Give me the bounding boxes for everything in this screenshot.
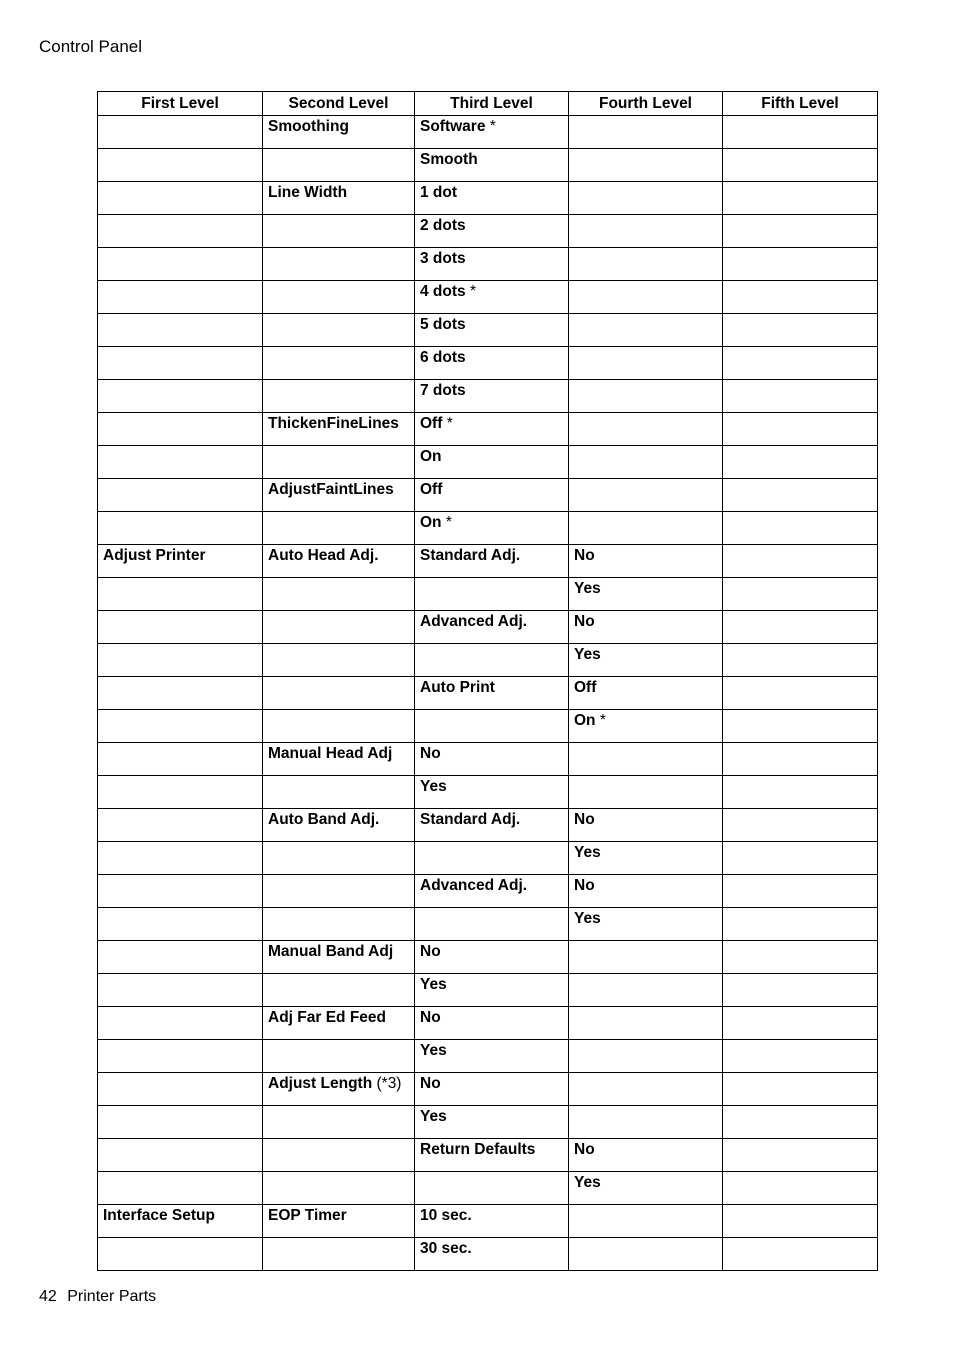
cell-note: *: [442, 415, 453, 432]
first-level-cell: [98, 908, 263, 941]
first-level-cell: [98, 281, 263, 314]
third-level-cell: [415, 842, 569, 875]
second-level-cell: [263, 743, 415, 776]
table-row: [98, 149, 878, 182]
second-level-cell: [263, 1106, 415, 1139]
cell-text: 5 dots: [420, 316, 466, 333]
fifth-level-cell: [723, 1172, 878, 1205]
second-level-cell: [263, 974, 415, 1007]
cell-text: On: [420, 514, 442, 531]
fourth-level-cell: [569, 809, 723, 842]
cell-text: Manual Head Adj: [268, 745, 393, 762]
cell-text: Smooth: [420, 151, 478, 168]
fourth-level-cell: [569, 1040, 723, 1073]
first-level-cell: [98, 446, 263, 479]
third-level-cell: [415, 347, 569, 380]
first-level-cell: [98, 380, 263, 413]
table-row: [98, 248, 878, 281]
first-level-cell: [98, 512, 263, 545]
fifth-level-cell: [723, 248, 878, 281]
cell-text: Yes: [420, 1042, 447, 1059]
cell-text: Auto Print: [420, 679, 495, 696]
fourth-level-cell: [569, 1106, 723, 1139]
second-level-cell: [263, 380, 415, 413]
cell-text: Yes: [420, 778, 447, 795]
third-level-cell: [415, 1205, 569, 1238]
fifth-level-cell: [723, 875, 878, 908]
fourth-level-cell: [569, 842, 723, 875]
fourth-level-cell: [569, 347, 723, 380]
page-footer: [39, 1287, 156, 1307]
table-row: [98, 842, 878, 875]
third-level-cell: [415, 941, 569, 974]
table-row: [98, 446, 878, 479]
cell-note: *: [441, 514, 452, 531]
third-level-cell: [415, 248, 569, 281]
first-level-cell: [98, 215, 263, 248]
fifth-level-cell: [723, 380, 878, 413]
cell-text: No: [574, 1141, 595, 1158]
table-row: [98, 677, 878, 710]
second-level-cell: [263, 908, 415, 941]
second-level-cell: [263, 1040, 415, 1073]
first-level-cell: [98, 182, 263, 215]
cell-note: *: [465, 283, 476, 300]
table-row: [98, 1205, 878, 1238]
first-level-cell: [98, 842, 263, 875]
fifth-level-cell: [723, 116, 878, 149]
fourth-level-cell: [569, 710, 723, 743]
table-row: [98, 512, 878, 545]
cell-text: On: [574, 712, 596, 729]
fourth-level-cell: [569, 1007, 723, 1040]
second-level-cell: [263, 512, 415, 545]
fifth-level-cell: [723, 182, 878, 215]
first-level-cell: [98, 545, 263, 578]
fifth-level-cell: [723, 644, 878, 677]
fifth-level-cell: [723, 479, 878, 512]
second-level-cell: [263, 446, 415, 479]
table-row: [98, 347, 878, 380]
first-level-cell: [98, 578, 263, 611]
fourth-level-cell: [569, 314, 723, 347]
cell-text: Off: [574, 679, 597, 696]
fifth-level-cell: [723, 314, 878, 347]
cell-text: Adj Far Ed Feed: [268, 1009, 386, 1026]
second-level-cell: [263, 578, 415, 611]
first-level-cell: [98, 710, 263, 743]
fourth-level-cell: [569, 380, 723, 413]
first-level-cell: [98, 314, 263, 347]
fourth-level-cell: [569, 149, 723, 182]
fourth-level-cell: [569, 1172, 723, 1205]
fourth-level-cell: [569, 215, 723, 248]
cell-text: 10 sec.: [420, 1207, 472, 1224]
third-level-cell: [415, 710, 569, 743]
second-level-cell: [263, 182, 415, 215]
fifth-level-cell: [723, 446, 878, 479]
page-header-title: Control Panel: [39, 37, 143, 56]
second-level-cell: [263, 347, 415, 380]
fourth-level-cell: [569, 941, 723, 974]
column-header-third-level: Third Level: [415, 92, 569, 116]
fifth-level-cell: [723, 1238, 878, 1271]
table-row: [98, 908, 878, 941]
third-level-cell: [415, 1073, 569, 1106]
table-row: [98, 1172, 878, 1205]
third-level-cell: [415, 875, 569, 908]
third-level-cell: [415, 479, 569, 512]
cell-text: No: [420, 745, 441, 762]
first-level-cell: [98, 1073, 263, 1106]
table-row: [98, 1073, 878, 1106]
fifth-level-cell: [723, 941, 878, 974]
column-header-first-level: First Level: [98, 92, 263, 116]
cell-text: Adjust Printer: [103, 547, 206, 564]
table-row: [98, 776, 878, 809]
third-level-cell: [415, 743, 569, 776]
first-level-cell: [98, 1040, 263, 1073]
fifth-level-cell: [723, 677, 878, 710]
first-level-cell: [98, 644, 263, 677]
column-header-second-level: Second Level: [263, 92, 415, 116]
third-level-cell: [415, 776, 569, 809]
table-header-row: [98, 92, 878, 116]
first-level-cell: [98, 116, 263, 149]
table-row: [98, 413, 878, 446]
fourth-level-cell: [569, 512, 723, 545]
fifth-level-cell: [723, 842, 878, 875]
second-level-cell: [263, 1205, 415, 1238]
second-level-cell: [263, 314, 415, 347]
fifth-level-cell: [723, 809, 878, 842]
cell-text: Yes: [574, 910, 601, 927]
first-level-cell: [98, 1139, 263, 1172]
cell-text: No: [420, 943, 441, 960]
cell-text: Standard Adj.: [420, 811, 521, 828]
fourth-level-cell: [569, 248, 723, 281]
second-level-cell: [263, 941, 415, 974]
third-level-cell: [415, 314, 569, 347]
second-level-cell: [263, 116, 415, 149]
first-level-cell: [98, 743, 263, 776]
cell-text: Yes: [574, 646, 601, 663]
fourth-level-cell: [569, 908, 723, 941]
second-level-cell: [263, 1238, 415, 1271]
table-row: [98, 743, 878, 776]
first-level-cell: [98, 413, 263, 446]
first-level-cell: [98, 347, 263, 380]
cell-text: Off: [420, 415, 443, 432]
third-level-cell: [415, 116, 569, 149]
cell-text: Auto Band Adj.: [268, 811, 380, 828]
cell-text: Smoothing: [268, 118, 349, 135]
fourth-level-cell: [569, 776, 723, 809]
second-level-cell: [263, 776, 415, 809]
cell-note: *: [595, 712, 606, 729]
cell-text: Return Defaults: [420, 1141, 536, 1158]
fifth-level-cell: [723, 974, 878, 1007]
cell-text: 1 dot: [420, 184, 458, 201]
cell-text: No: [574, 877, 595, 894]
table-row: [98, 974, 878, 1007]
third-level-cell: [415, 677, 569, 710]
menu-structure-table: [97, 91, 878, 1271]
second-level-cell: [263, 479, 415, 512]
third-level-cell: [415, 644, 569, 677]
cell-text: 4 dots: [420, 283, 466, 300]
table-row: [98, 1007, 878, 1040]
cell-text: 7 dots: [420, 382, 466, 399]
cell-text: No: [574, 811, 595, 828]
cell-text: ThickenFineLines: [268, 415, 399, 432]
second-level-cell: [263, 809, 415, 842]
fourth-level-cell: [569, 1205, 723, 1238]
third-level-cell: [415, 809, 569, 842]
cell-text: Line Width: [268, 184, 348, 201]
cell-text: Advanced Adj.: [420, 613, 528, 630]
second-level-cell: [263, 248, 415, 281]
fourth-level-cell: [569, 182, 723, 215]
cell-text: Off: [420, 481, 443, 498]
cell-text: Advanced Adj.: [420, 877, 528, 894]
second-level-cell: [263, 1172, 415, 1205]
fourth-level-cell: [569, 1238, 723, 1271]
cell-text: Adjust Length: [268, 1075, 373, 1092]
fourth-level-cell: [569, 413, 723, 446]
table-row: [98, 875, 878, 908]
third-level-cell: [415, 380, 569, 413]
third-level-cell: [415, 446, 569, 479]
cell-text: Yes: [420, 1108, 447, 1125]
fifth-level-cell: [723, 1205, 878, 1238]
fifth-level-cell: [723, 1106, 878, 1139]
third-level-cell: [415, 1040, 569, 1073]
table-row: [98, 710, 878, 743]
third-level-cell: [415, 974, 569, 1007]
table-row: [98, 644, 878, 677]
fifth-level-cell: [723, 347, 878, 380]
first-level-cell: [98, 1238, 263, 1271]
third-level-cell: [415, 908, 569, 941]
first-level-cell: [98, 809, 263, 842]
table-row: [98, 1106, 878, 1139]
cell-text: Standard Adj.: [420, 547, 521, 564]
fifth-level-cell: [723, 578, 878, 611]
table-row: [98, 1238, 878, 1271]
cell-text: AdjustFaintLines: [268, 481, 394, 498]
first-level-cell: [98, 1106, 263, 1139]
fourth-level-cell: [569, 545, 723, 578]
fifth-level-cell: [723, 512, 878, 545]
second-level-cell: [263, 611, 415, 644]
first-level-cell: [98, 677, 263, 710]
third-level-cell: [415, 1106, 569, 1139]
first-level-cell: [98, 974, 263, 1007]
first-level-cell: [98, 941, 263, 974]
fourth-level-cell: [569, 611, 723, 644]
second-level-cell: [263, 875, 415, 908]
second-level-cell: [263, 413, 415, 446]
first-level-cell: [98, 611, 263, 644]
third-level-cell: [415, 1238, 569, 1271]
cell-text: Manual Band Adj: [268, 943, 394, 960]
third-level-cell: [415, 149, 569, 182]
fourth-level-cell: [569, 974, 723, 1007]
second-level-cell: [263, 215, 415, 248]
second-level-cell: [263, 545, 415, 578]
first-level-cell: [98, 875, 263, 908]
table-row: [98, 380, 878, 413]
third-level-cell: [415, 413, 569, 446]
fifth-level-cell: [723, 611, 878, 644]
fifth-level-cell: [723, 1073, 878, 1106]
table-row: [98, 479, 878, 512]
table-row: [98, 941, 878, 974]
second-level-cell: [263, 710, 415, 743]
fifth-level-cell: [723, 1139, 878, 1172]
first-level-cell: [98, 776, 263, 809]
cell-text: EOP Timer: [268, 1207, 347, 1224]
second-level-cell: [263, 842, 415, 875]
table-row: [98, 545, 878, 578]
cell-text: No: [574, 547, 595, 564]
fourth-level-cell: [569, 743, 723, 776]
second-level-cell: [263, 149, 415, 182]
column-header-fourth-level: Fourth Level: [569, 92, 723, 116]
fifth-level-cell: [723, 545, 878, 578]
third-level-cell: [415, 215, 569, 248]
fourth-level-cell: [569, 644, 723, 677]
table-row: [98, 215, 878, 248]
table-row: [98, 611, 878, 644]
fifth-level-cell: [723, 1040, 878, 1073]
third-level-cell: [415, 281, 569, 314]
first-level-cell: [98, 1172, 263, 1205]
cell-text: Interface Setup: [103, 1207, 215, 1224]
fifth-level-cell: [723, 743, 878, 776]
third-level-cell: [415, 182, 569, 215]
fifth-level-cell: [723, 908, 878, 941]
second-level-cell: [263, 644, 415, 677]
fourth-level-cell: [569, 875, 723, 908]
cell-text: No: [420, 1009, 441, 1026]
first-level-cell: [98, 248, 263, 281]
cell-text: Yes: [574, 1174, 601, 1191]
table-row: [98, 809, 878, 842]
table-body: [98, 116, 878, 1271]
third-level-cell: [415, 611, 569, 644]
page-number: 42: [39, 1288, 57, 1305]
third-level-cell: [415, 578, 569, 611]
table-row: [98, 1040, 878, 1073]
cell-text: 2 dots: [420, 217, 466, 234]
fourth-level-cell: [569, 446, 723, 479]
cell-note: (*3): [372, 1075, 402, 1092]
fourth-level-cell: [569, 578, 723, 611]
fifth-level-cell: [723, 776, 878, 809]
cell-text: Yes: [420, 976, 447, 993]
fifth-level-cell: [723, 149, 878, 182]
third-level-cell: [415, 1007, 569, 1040]
table-row: [98, 182, 878, 215]
cell-text: On: [420, 448, 442, 465]
cell-text: 6 dots: [420, 349, 466, 366]
third-level-cell: [415, 512, 569, 545]
second-level-cell: [263, 1007, 415, 1040]
fourth-level-cell: [569, 281, 723, 314]
first-level-cell: [98, 479, 263, 512]
footer-section-title: Printer Parts: [67, 1288, 157, 1305]
table-row: [98, 578, 878, 611]
fourth-level-cell: [569, 677, 723, 710]
cell-text: 30 sec.: [420, 1240, 472, 1257]
table-row: [98, 116, 878, 149]
cell-text: No: [420, 1075, 441, 1092]
cell-text: No: [574, 613, 595, 630]
cell-note: *: [485, 118, 496, 135]
second-level-cell: [263, 1139, 415, 1172]
fourth-level-cell: [569, 116, 723, 149]
cell-text: Yes: [574, 844, 601, 861]
fifth-level-cell: [723, 281, 878, 314]
first-level-cell: [98, 149, 263, 182]
cell-text: Software: [420, 118, 486, 135]
third-level-cell: [415, 1172, 569, 1205]
fourth-level-cell: [569, 1139, 723, 1172]
second-level-cell: [263, 281, 415, 314]
fourth-level-cell: [569, 1073, 723, 1106]
fifth-level-cell: [723, 413, 878, 446]
fourth-level-cell: [569, 479, 723, 512]
table-row: [98, 1139, 878, 1172]
cell-text: Yes: [574, 580, 601, 597]
third-level-cell: [415, 1139, 569, 1172]
fifth-level-cell: [723, 215, 878, 248]
fifth-level-cell: [723, 1007, 878, 1040]
table-row: [98, 314, 878, 347]
second-level-cell: [263, 1073, 415, 1106]
first-level-cell: [98, 1007, 263, 1040]
first-level-cell: [98, 1205, 263, 1238]
third-level-cell: [415, 545, 569, 578]
column-header-fifth-level: Fifth Level: [723, 92, 878, 116]
second-level-cell: [263, 677, 415, 710]
table-row: [98, 281, 878, 314]
cell-text: Auto Head Adj.: [268, 547, 379, 564]
fifth-level-cell: [723, 710, 878, 743]
cell-text: 3 dots: [420, 250, 466, 267]
